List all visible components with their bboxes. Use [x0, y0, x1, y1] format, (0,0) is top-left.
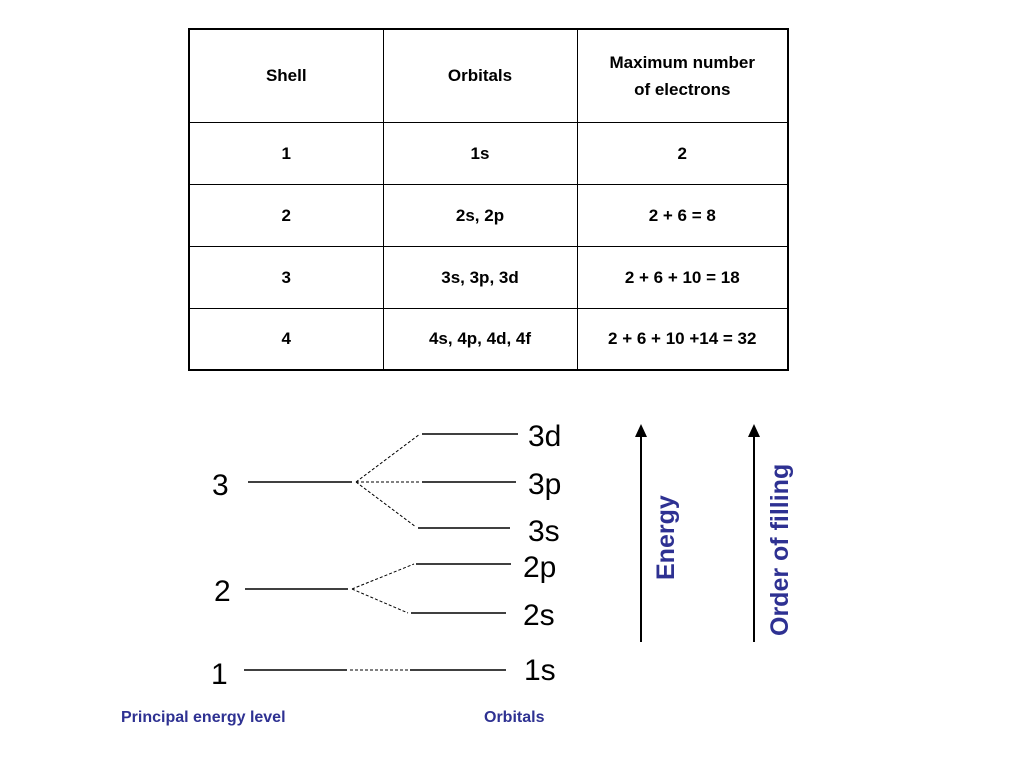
- connector-3-3s: [356, 482, 416, 527]
- orbital-2p-label: 2p: [523, 551, 557, 584]
- level-1-number: 1: [211, 658, 228, 691]
- max-electrons-cell: 2: [577, 122, 788, 184]
- max-electrons-cell: 2 + 6 + 10 +14 = 32: [577, 308, 788, 370]
- max-electrons-cell: 2 + 6 + 10 = 18: [577, 246, 788, 308]
- caption-principal-energy-level: Principal energy level: [121, 709, 286, 726]
- header-max-electrons: Maximum number of electrons: [577, 29, 788, 122]
- shell-cell: 2: [189, 184, 383, 246]
- connector-3-3d: [356, 434, 420, 482]
- shell-cell: 4: [189, 308, 383, 370]
- energy-arrow-head-icon: [635, 424, 647, 437]
- orbitals-cell: 4s, 4p, 4d, 4f: [383, 308, 577, 370]
- orbital-3s-label: 3s: [528, 515, 560, 548]
- energy-label: Energy: [652, 495, 680, 580]
- orbitals-cell: 1s: [383, 122, 577, 184]
- header-shell: Shell: [189, 29, 383, 122]
- level-3-number: 3: [212, 469, 229, 502]
- orbital-2s-label: 2s: [523, 599, 555, 632]
- orbitals-cell: 3s, 3p, 3d: [383, 246, 577, 308]
- connector-2-2p: [352, 564, 414, 589]
- order-arrow-head-icon: [748, 424, 760, 437]
- order-of-filling-label: Order of filling: [766, 463, 794, 636]
- orbital-1s-label: 1s: [524, 654, 556, 687]
- orbital-3p-label: 3p: [528, 468, 562, 501]
- orbitals-cell: 2s, 2p: [383, 184, 577, 246]
- caption-orbitals: Orbitals: [484, 709, 545, 726]
- max-electrons-cell: 2 + 6 = 8: [577, 184, 788, 246]
- header-orbitals: Orbitals: [383, 29, 577, 122]
- shell-cell: 1: [189, 122, 383, 184]
- connector-lines: [350, 434, 420, 670]
- orbital-3d-label: 3d: [528, 420, 562, 453]
- connector-2-2s: [352, 589, 408, 613]
- level-2-number: 2: [214, 575, 231, 608]
- shell-cell: 3: [189, 246, 383, 308]
